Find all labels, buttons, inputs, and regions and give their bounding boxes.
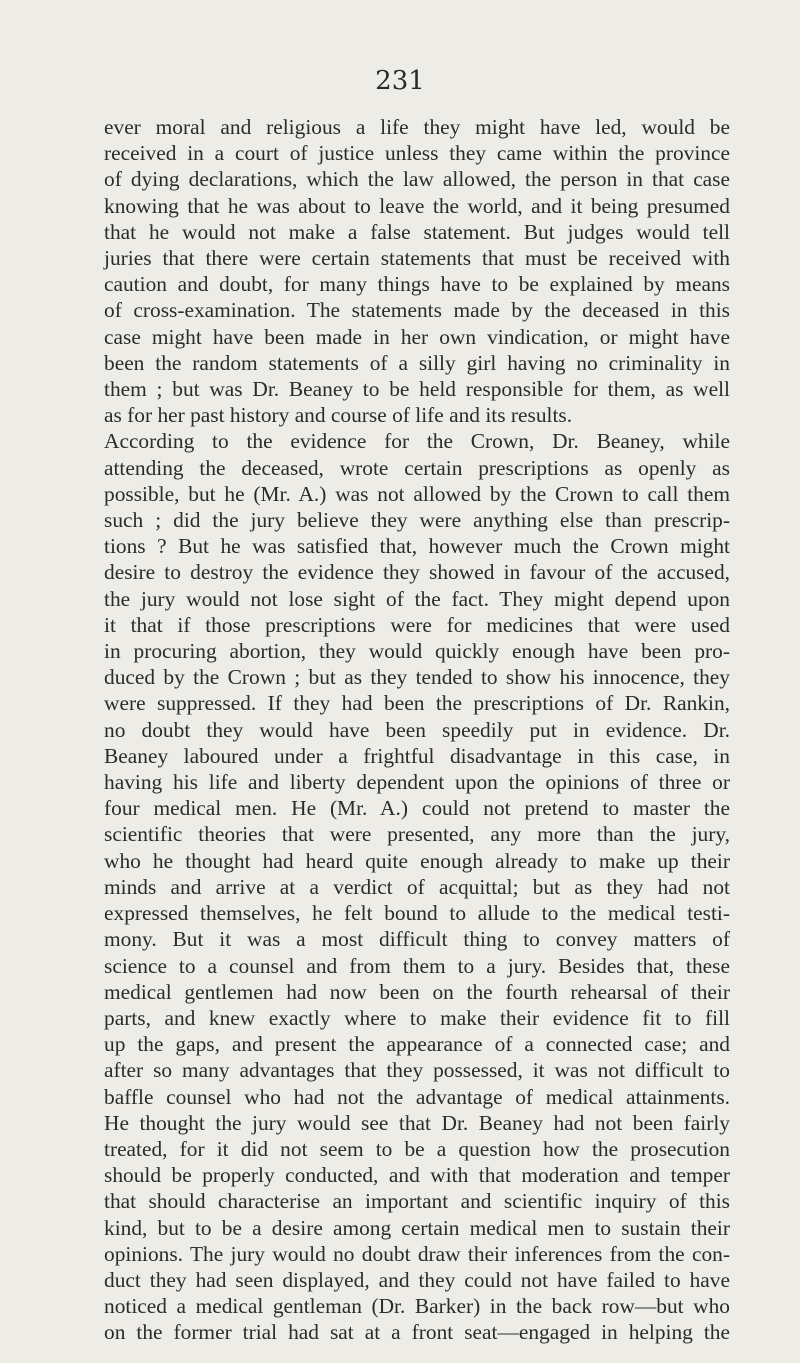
text-line: case might have been made in her own vindication, or might have xyxy=(104,324,730,349)
text-line: opinions. The jury would no doubt draw their inferences from the con- xyxy=(104,1241,730,1266)
text-line: tions ? But he was satisfied that, however much the Crown might xyxy=(104,534,730,559)
text-line: in procuring abortion, they would quickly enough have been pro- xyxy=(104,639,730,664)
text-line: juries that there were certain statements that must be received with xyxy=(104,246,730,271)
text-line: scientific theories that were presented, any more than the jury, xyxy=(104,822,730,847)
text-line: caution and doubt, for many things have to be explained by means xyxy=(104,272,730,297)
page-number: 231 xyxy=(375,66,425,96)
text-line: that he would not make a false statement. But judges would tell xyxy=(104,219,730,244)
text-line: treated, for it did not seem to be a question how the prosecution xyxy=(104,1136,730,1161)
text-line: He thought the jury would see that Dr. Beaney had not been fairly xyxy=(104,1110,730,1135)
text-line: no doubt they would have been speedily put in evidence. Dr. xyxy=(104,717,730,742)
text-line: minds and arrive at a verdict of acquittal; but as they had not xyxy=(104,874,730,899)
text-line: as for her past history and course of life and its results. xyxy=(104,403,573,428)
text-line: of cross-examination. The statements made by the deceased in this xyxy=(104,298,730,323)
text-line: baffle counsel who had not the advantage of medical attainments. xyxy=(104,1084,730,1109)
text-line: duct they had seen displayed, and they could not have failed to have xyxy=(104,1267,730,1292)
text-line: it that if those prescriptions were for medicines that were used xyxy=(104,612,730,637)
text-line: were suppressed. If they had been the prescriptions of Dr. Rankin, xyxy=(104,691,730,716)
text-line: desire to destroy the evidence they showed in favour of the accused, xyxy=(104,560,730,585)
text-line: after so many advantages that they possessed, it was not difficult to xyxy=(104,1058,730,1083)
text-line: Beaney laboured under a frightful disadvantage in this case, in xyxy=(104,743,730,768)
text-line: noticed a medical gentleman (Dr. Barker) in the back row—but who xyxy=(104,1294,730,1319)
text-line: up the gaps, and present the appearance of a connected case; and xyxy=(104,1032,730,1057)
text-line: medical gentlemen had now been on the fourth rehearsal of their xyxy=(104,979,730,1004)
text-line: having his life and liberty dependent upon the opinions of three or xyxy=(104,770,730,795)
text-line: mony. But it was a most difficult thing to convey matters of xyxy=(104,927,730,952)
text-line: parts, and knew exactly where to make their evidence fit to fill xyxy=(104,1005,730,1030)
text-line: them ; but was Dr. Beaney to be held responsible for them, as well xyxy=(104,377,730,402)
body-text xyxy=(104,114,730,1346)
text-line: been the random statements of a silly girl having no criminality in xyxy=(104,350,730,375)
text-line: science to a counsel and from them to a jury. Besides that, these xyxy=(104,953,730,978)
text-line: According to the evidence for the Crown, Dr. Beaney, while xyxy=(104,429,730,454)
text-line: possible, but he (Mr. A.) was not allowed by the Crown to call them xyxy=(104,481,730,506)
text-line: attending the deceased, wrote certain prescriptions as openly as xyxy=(104,455,730,480)
text-line: that should characterise an important and scientific inquiry of this xyxy=(104,1189,730,1214)
text-line: of dying declarations, which the law allowed, the person in that case xyxy=(104,167,730,192)
text-line: kind, but to be a desire among certain medical men to sustain their xyxy=(104,1215,730,1240)
text-line: such ; did the jury believe they were anything else than prescrip- xyxy=(104,508,730,533)
text-line: on the former trial had sat at a front seat—engaged in helping the xyxy=(104,1320,730,1345)
text-line: should be properly conducted, and with that moderation and temper xyxy=(104,1163,730,1188)
text-line: duced by the Crown ; but as they tended to show his innocence, they xyxy=(104,665,730,690)
text-line: ever moral and religious a life they might have led, would be xyxy=(104,115,730,139)
text-line: who he thought had heard quite enough already to make up their xyxy=(104,848,730,873)
text-line: the jury would not lose sight of the fact. They might depend upon xyxy=(104,586,730,611)
text-line: received in a court of justice unless they came within the province xyxy=(104,141,730,166)
text-line: knowing that he was about to leave the world, and it being presumed xyxy=(104,193,730,218)
text-line: expressed themselves, he felt bound to allude to the medical testi- xyxy=(104,901,730,926)
text-line: four medical men. He (Mr. A.) could not pretend to master the xyxy=(104,796,730,821)
